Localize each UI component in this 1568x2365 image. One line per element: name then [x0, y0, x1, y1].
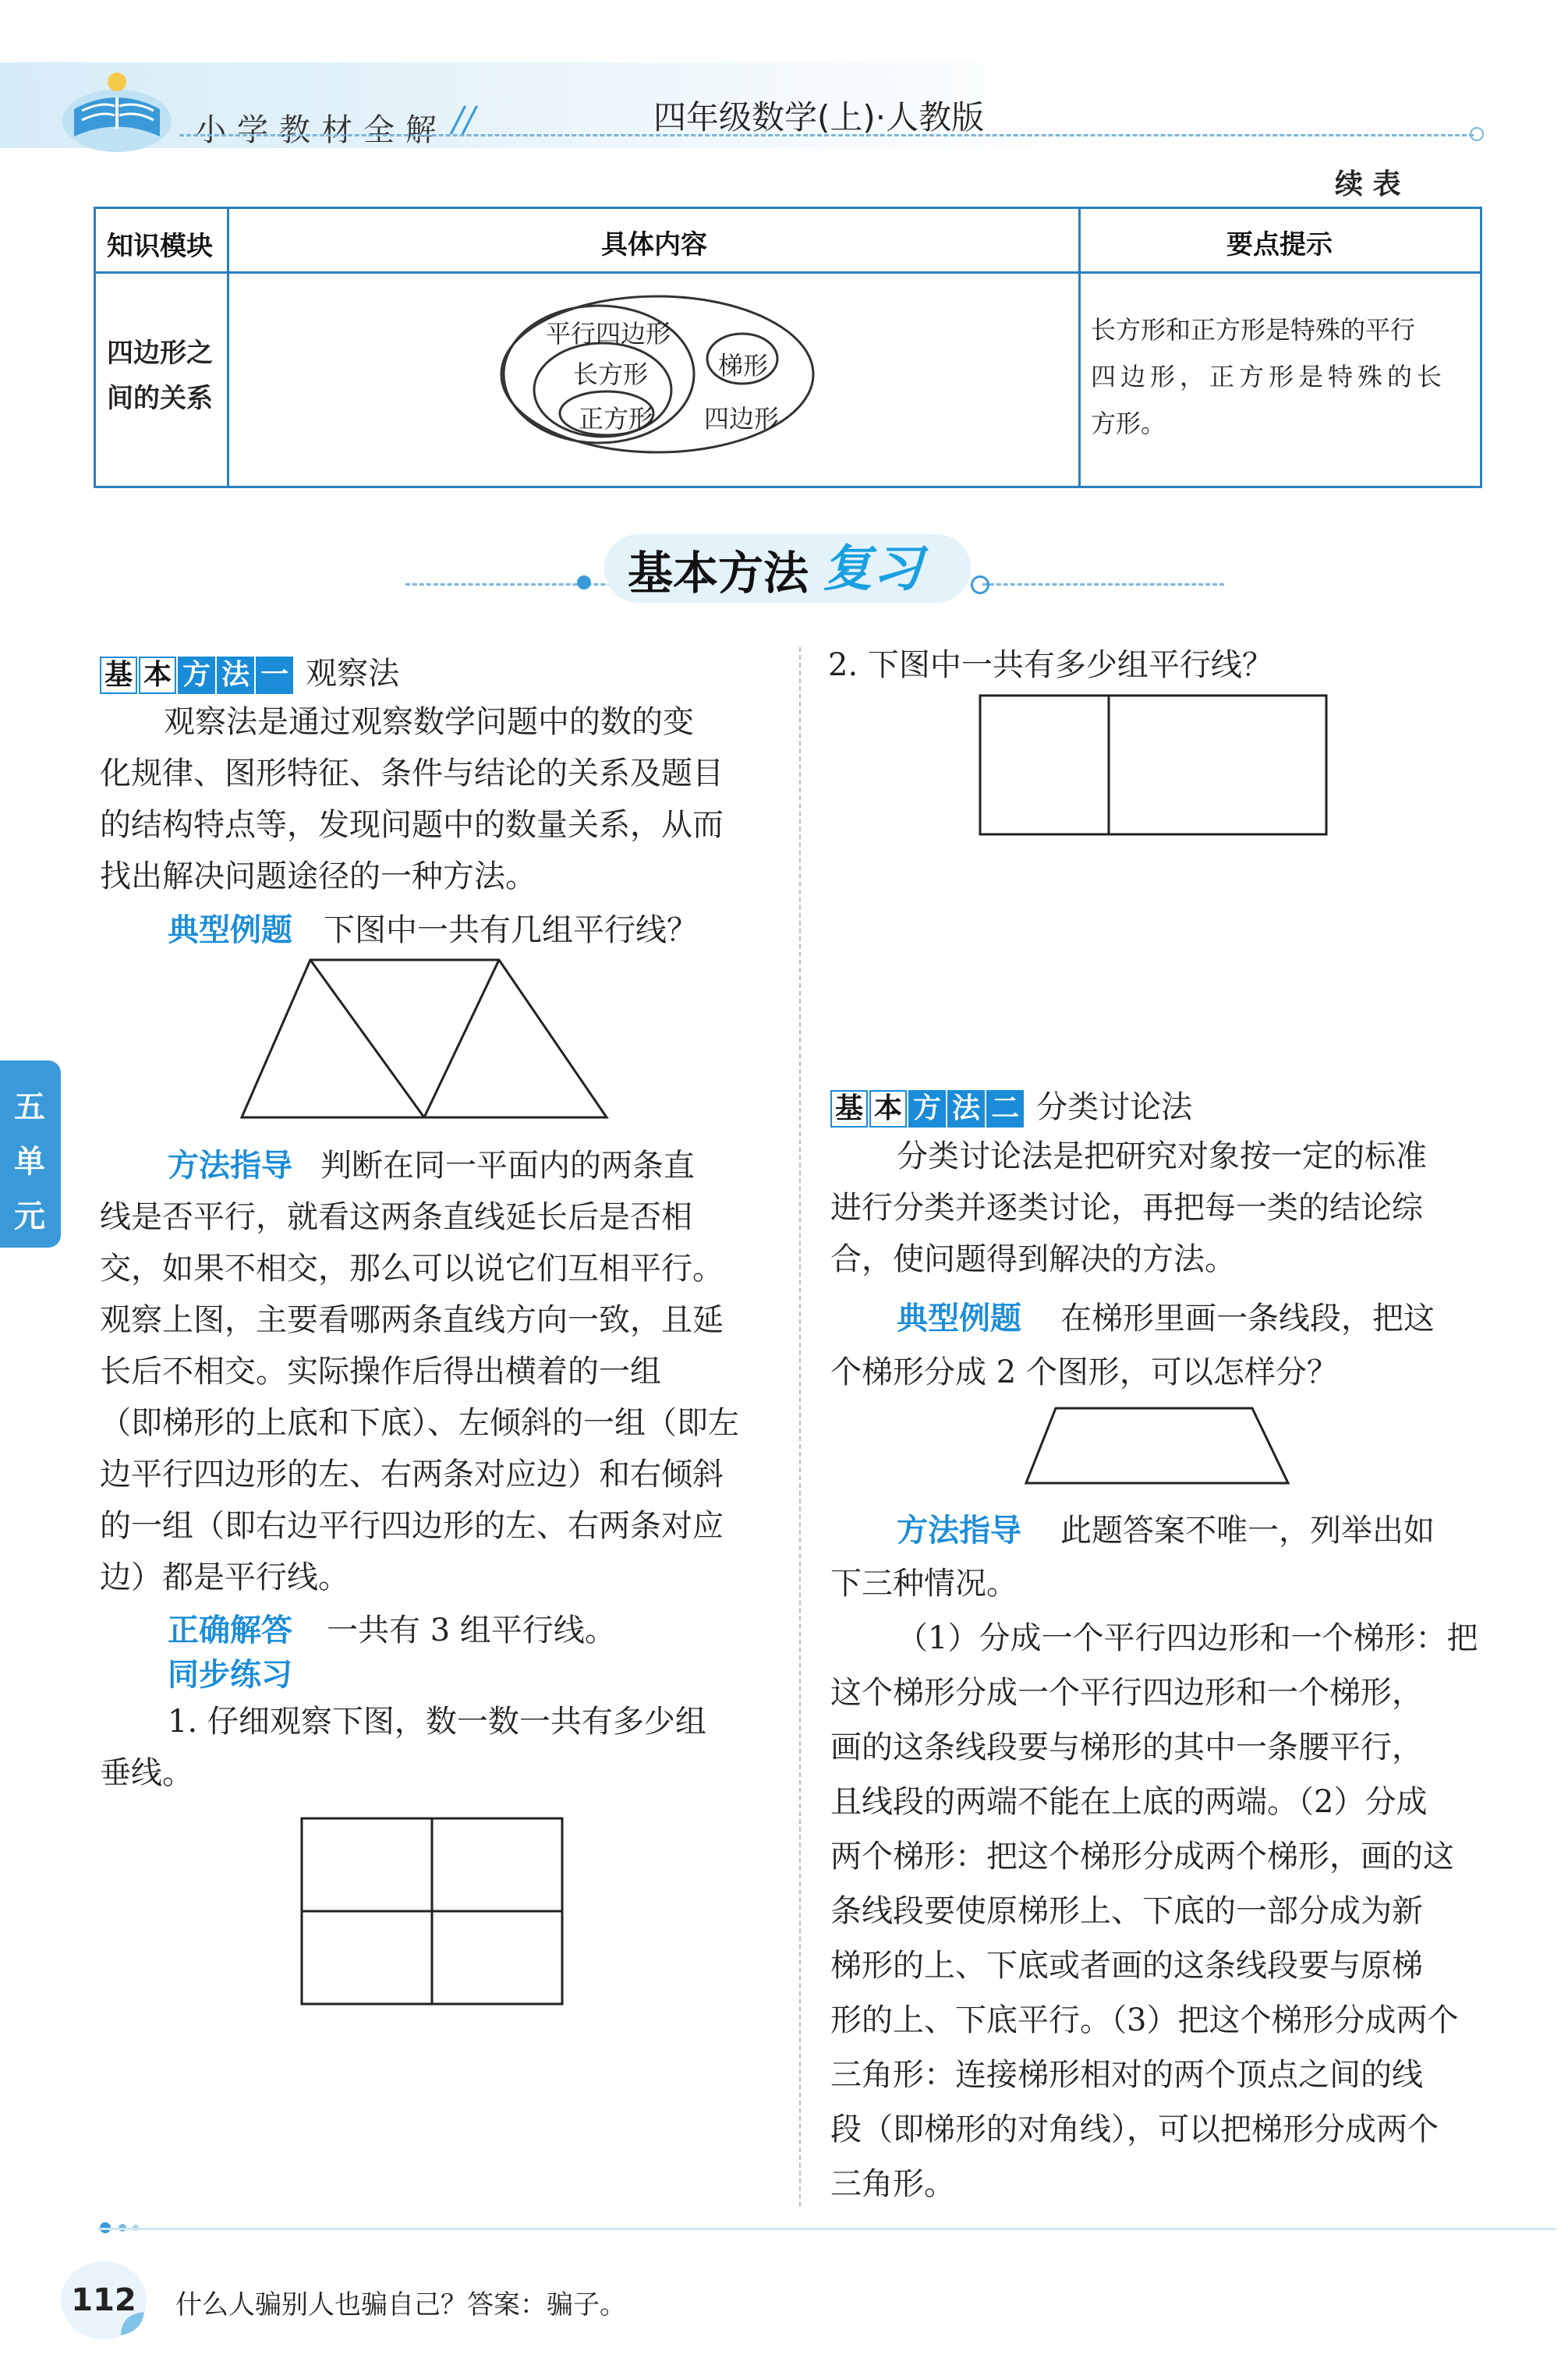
row-module-line2: 间的关系 [107, 383, 213, 414]
method-2-intro-line: 进行分类并逐类讨论，再把每一类的结论综 [830, 1190, 1423, 1226]
trapezoid-figure [1021, 1404, 1294, 1489]
guide-1-text-line: 观察上图，主要看哪两条直线方向一致，且延 [100, 1302, 724, 1338]
section-rule-right [982, 583, 1224, 586]
table-header-tip: 要点提示 [1226, 229, 1333, 260]
section-title-main: 基本方法 [628, 547, 809, 600]
guide-1-text-line: 边）都是平行线。 [100, 1560, 349, 1595]
answer-1-text: 一共有 3 组平行线。 [327, 1613, 616, 1648]
method-1-label-char: 方 [178, 657, 215, 694]
table-header-divider [96, 271, 1480, 274]
venn-label-parallelogram: 平行四边形 [546, 319, 671, 349]
guide-1-text-line: 边平行四边形的左、右两条对应边）和右倾斜 [100, 1457, 724, 1492]
guide-1-text-line: 线是否平行，就看这两条直线延长后是否相 [100, 1199, 692, 1235]
method-2-label-char: 本 [869, 1090, 907, 1128]
table-col-divider-1 [227, 209, 229, 486]
header-line [179, 134, 1474, 136]
method-1-intro-line: 的结构特点等，发现问题中的数量关系，从而 [100, 807, 724, 843]
guide-2-body-line: 画的这条线段要与梯形的其中一条腰平行， [830, 1729, 1423, 1765]
slash-mark: // [452, 100, 476, 140]
method-2-label-char: 二 [986, 1090, 1024, 1128]
table-col-divider-2 [1078, 209, 1081, 486]
method-1-label-char: 一 [256, 657, 293, 694]
perpendicular-grid-figure [300, 1817, 565, 2008]
venn-label-square: 正方形 [579, 404, 654, 434]
guide-2-line2: 下三种情况。 [830, 1566, 1018, 1602]
leaf-icon [117, 2308, 148, 2339]
method-1-intro-line: 化规律、图形特征、条件与结论的关系及题目 [100, 756, 724, 791]
row-module-line1: 四边形之 [107, 338, 213, 369]
series-title: 小学教材全解 [195, 112, 448, 148]
guide-1-text-line: 判断在同一平面内的两条直 [320, 1148, 695, 1184]
page-number: 112 [61, 2261, 147, 2339]
column-divider [799, 647, 801, 2207]
question-1-line2: 垂线。 [100, 1755, 193, 1791]
guide-1-label: 方法指导 [168, 1148, 292, 1184]
guide-2-body-line: （1）分成一个平行四边形和一个梯形：把 [897, 1620, 1478, 1656]
guide-1-text-line: 长后不相交。实际操作后得出横着的一组 [100, 1354, 661, 1390]
book-title: 四年级数学(上)·人教版 [653, 98, 985, 136]
guide-1-first-row [168, 1140, 695, 1191]
method-2-label-char: 方 [908, 1090, 946, 1128]
guide-2-body-line: 两个梯形：把这个梯形分成两个梯形，画的这 [830, 1839, 1454, 1875]
row-tip-line3: 方形。 [1091, 409, 1166, 438]
guide-2-body-line: 形的上、下底平行。（3）把这个梯形分成两个 [830, 2002, 1459, 2038]
method-1-label-char: 法 [217, 657, 254, 694]
example-2-label: 典型例题 [897, 1301, 1021, 1337]
guide-2-row [897, 1505, 1435, 1556]
practice-label: 同步练习 [168, 1657, 292, 1693]
method-1-intro-line: 观察法是通过观察数学问题中的数的变 [164, 704, 694, 740]
table-continued-label: 续 表 [1335, 168, 1401, 200]
guide-2-body-line: 条线段要使原梯形上、下底的一部分成为新 [830, 1893, 1423, 1929]
guide-2-body-line: 三角形。 [830, 2166, 955, 2202]
guide-1-text-line: 的一组（即右边平行四边形的左、右两条对应 [100, 1508, 724, 1544]
example-2-line2: 个梯形分成 2 个图形，可以怎样分？ [830, 1354, 1338, 1390]
example-1-question: 下图中一共有几组平行线？ [324, 912, 698, 948]
row-tip-line2: 四边形，正方形是特殊的长 [1091, 362, 1447, 391]
table-header-module: 知识模块 [107, 231, 213, 262]
venn-label-rectangle: 长方形 [573, 359, 649, 389]
parallel-lines-figure [234, 955, 624, 1123]
unit-tab-char: 五 [14, 1089, 45, 1125]
footer-line [97, 2228, 1556, 2230]
method-1-heading [100, 649, 399, 694]
parallel-rectangle-figure [979, 694, 1329, 838]
section-dot-right [971, 575, 989, 594]
unit-tab-char: 单 [14, 1144, 45, 1180]
venn-label-trapezoid: 梯形 [718, 351, 769, 381]
guide-2-body-line: 梯形的上、下底或者画的这条线段要与原梯 [830, 1948, 1423, 1984]
guide-1-text-line: 交，如果不相交，那么可以说它们互相平行。 [100, 1251, 724, 1287]
question-2: 2. 下图中一共有多少组平行线？ [828, 647, 1273, 683]
guide-2-body-line: 三角形：连接梯形相对的两个顶点之间的线 [830, 2057, 1423, 2093]
method-2-intro-line: 合，使问题得到解决的方法。 [830, 1241, 1236, 1277]
example-1-row [168, 905, 698, 956]
method-1-intro-line: 找出解决问题途径的一种方法。 [100, 859, 536, 894]
guide-2-label: 方法指导 [897, 1513, 1021, 1549]
book-logo-icon [58, 55, 175, 156]
method-2-name: 分类讨论法 [1036, 1089, 1193, 1125]
method-2-label-char: 法 [947, 1090, 985, 1128]
guide-2-body-line: 且线段的两端不能在上底的两端。（2）分成 [830, 1784, 1428, 1820]
method-2-intro-line: 分类讨论法是把研究对象按一定的标准 [897, 1138, 1427, 1174]
section-title-accent: 复习 [823, 540, 922, 598]
unit-side-tab [0, 1060, 61, 1248]
section-dot-left [577, 575, 591, 589]
guide-1-text-line: （即梯形的上底和下底）、左倾斜的一组（即左 [100, 1405, 739, 1441]
method-2-label-char: 基 [830, 1090, 868, 1128]
unit-tab-char: 元 [14, 1198, 45, 1234]
method-2-heading [830, 1082, 1192, 1128]
row-tip-line1: 长方形和正方形是特殊的平行 [1091, 315, 1416, 345]
example-2-row [897, 1293, 1435, 1344]
example-1-label: 典型例题 [168, 912, 292, 948]
table-header-content: 具体内容 [601, 229, 707, 260]
example-2-line1: 在梯形里画一条线段，把这 [1060, 1301, 1435, 1337]
footer-riddle: 什么人骗别人也骗自己？答案：骗子。 [175, 2289, 626, 2321]
answer-1-label: 正确解答 [168, 1613, 292, 1648]
venn-label-quadrilateral: 四边形 [704, 404, 780, 434]
method-1-label-char: 本 [139, 657, 176, 694]
method-1-label-char: 基 [100, 657, 137, 694]
guide-2-line1: 此题答案不唯一，列举出如 [1060, 1513, 1435, 1549]
guide-2-body-line: 这个梯形分成一个平行四边形和一个梯形， [830, 1675, 1423, 1711]
guide-2-body-line: 段（即梯形的对角线），可以把梯形分成两个 [830, 2112, 1439, 2147]
question-1-line1: 1. 仔细观察下图，数一数一共有多少组 [168, 1704, 706, 1740]
header-line-end [1470, 127, 1484, 141]
method-1-name: 观察法 [306, 656, 400, 692]
